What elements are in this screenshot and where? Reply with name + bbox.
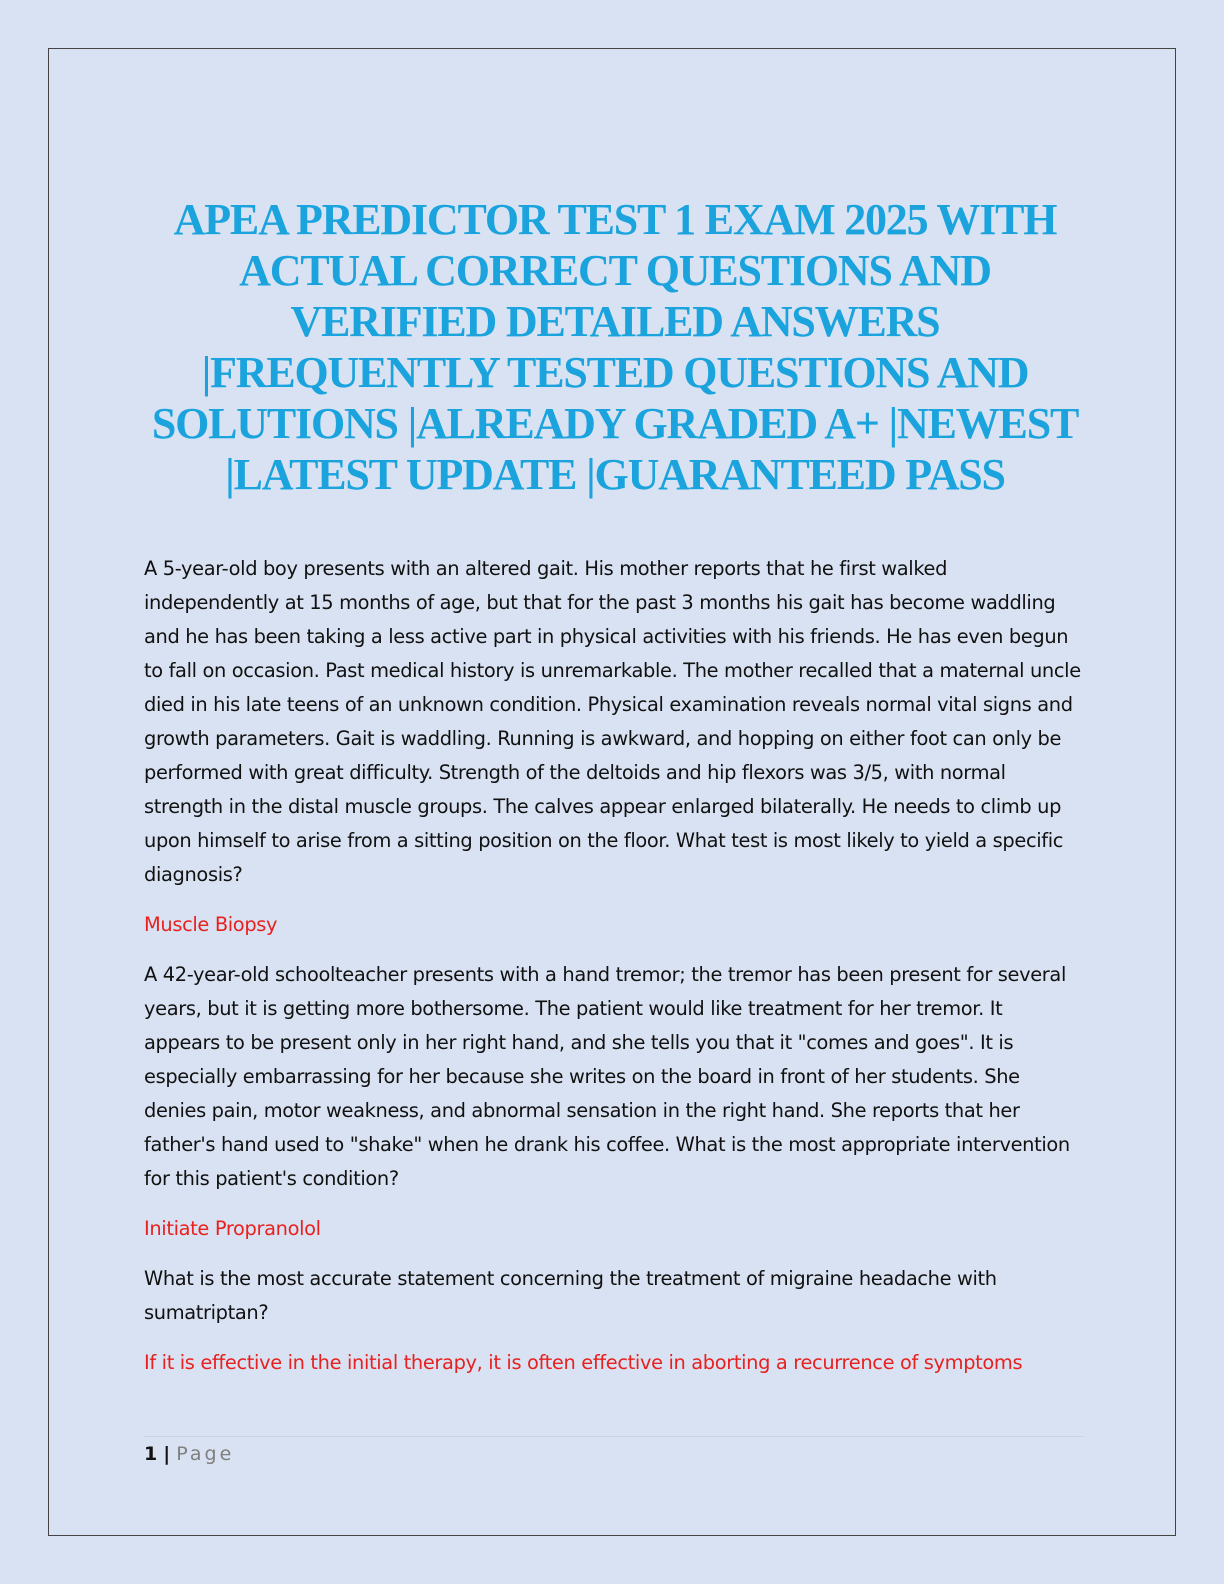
answer-1: Muscle Biopsy xyxy=(144,913,278,936)
document-body xyxy=(144,552,1084,1396)
question-1: A 5-year-old boy presents with an altered gait. His mother reports that he first walked independently at 15 months of age, but that for the past 3 months his gait has become waddling and he has been taking a less active part in physical activities with his friends. He has even begun to fall on occasion. Past medical history is unremarkable. The mother recalled that a maternal uncle died in his late teens of an unknown condition. Physical examination reveals normal vital signs and growth parameters. Gait is waddling. Running is awkward, and hopping on either foot can only be performed with great difficulty. Strength of the deltoids and hip flexors was 3/5, with normal strength in the distal muscle groups. The calves appear enlarged bilaterally. He needs to climb up upon himself to arise from a sitting position on the floor. What test is most likely to yield a specific diagnosis? xyxy=(144,557,1081,886)
answer-3: If it is effective in the initial therapy, it is often effective in aborting a recurrence of symptoms xyxy=(144,1351,1023,1374)
page-number: 1 xyxy=(144,1443,158,1465)
question-3: What is the most accurate statement concerning the treatment of migraine headache with sumatriptan? xyxy=(144,1267,997,1324)
question-2: A 42-year-old schoolteacher presents with a hand tremor; the tremor has been present for several years, but it is getting more bothersome. The patient would like treatment for her tremor. It appears to be present only in her right hand, and she tells you that it "comes and goes". It is especially embarrassing for her because she writes on the board in front of her students. She denies pain, motor weakness, and abnormal sensation in the right hand. She reports that her father's hand used to "shake" when he drank his coffee. What is the most appropriate intervention for this patient's condition? xyxy=(144,963,1070,1190)
document-title: APEA PREDICTOR TEST 1 EXAM 2025 WITH ACTUAL CORRECT QUESTIONS AND VERIFIED DETAILED ANSWERS |FREQUENTLY TESTED QUESTIONS AND SOLUTIONS |ALREADY GRADED A+ |NEWEST |LATEST UPDATE |GUARANTEED PASS xyxy=(151,195,1079,499)
footer-separator: | xyxy=(163,1443,171,1465)
footer-divider xyxy=(144,1436,1084,1437)
page-label: Page xyxy=(176,1443,235,1465)
answer-2: Initiate Propranolol xyxy=(144,1217,321,1240)
page-footer xyxy=(144,1441,234,1467)
